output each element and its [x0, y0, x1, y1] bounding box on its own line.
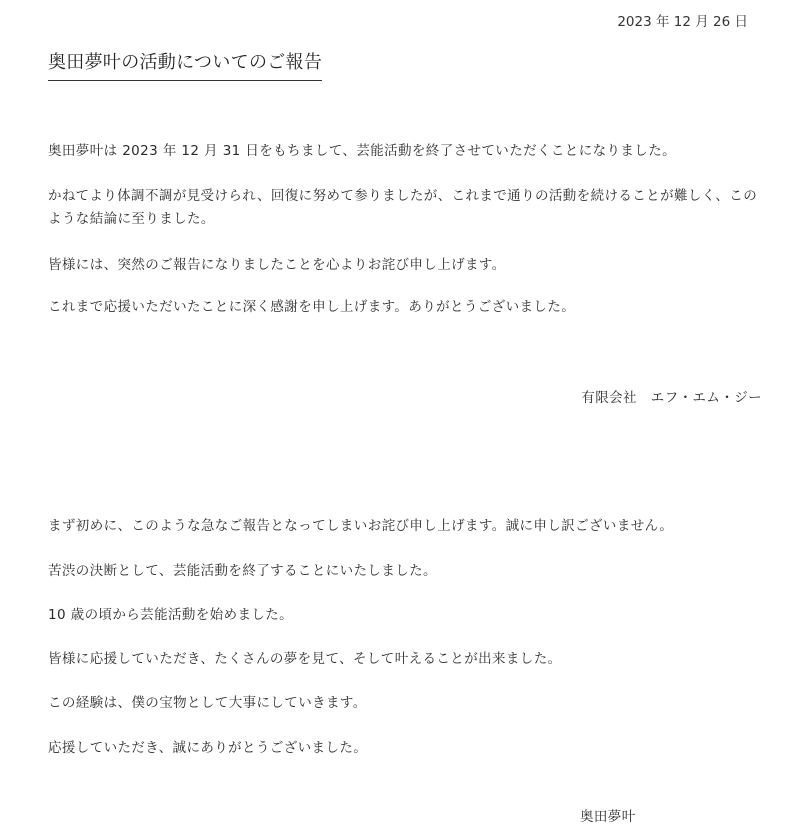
personal-paragraph-2: 苦渋の決断として、芸能活動を終了することにいたしました。 [48, 563, 437, 579]
company-paragraph-2: かねてより体調不調が見受けられ、回復に努めて参りましたが、これまで通りの活動を続けることが難しく、このような結論に至りました。 [48, 188, 758, 227]
personal-signature: 奥田夢叶 [580, 809, 636, 825]
personal-paragraph-3: 10 歳の頃から芸能活動を始めました。 [48, 607, 294, 623]
company-paragraph-1: 奥田夢叶は 2023 年 12 月 31 日をもちまして、芸能活動を終了させていただくことになりました。 [48, 143, 676, 159]
personal-paragraph-5: この経験は、僕の宝物として大事にしていきます。 [48, 695, 367, 711]
personal-paragraph-4: 皆様に応援していただき、たくさんの夢を見て、そして叶えることが出来ました。 [48, 651, 562, 667]
personal-paragraph-6: 応援していただき、誠にありがとうございました。 [48, 740, 368, 756]
company-paragraph-4: これまで応援いただいたことに深く感謝を申し上げます。ありがとうございました。 [48, 299, 576, 315]
personal-paragraph-1: まず初めに、このような急なご報告となってしまいお詫び申し上げます。誠に申し訳ございません。 [48, 518, 674, 534]
company-paragraph-3: 皆様には、突然のご報告になりましたことを心よりお詫び申し上げます。 [48, 257, 506, 273]
announcement-date: 2023 年 12 月 26 日 [617, 14, 748, 30]
page-title: 奥田夢叶の活動についてのご報告 [48, 48, 322, 81]
company-signature: 有限会社 エフ・エム・ジー [581, 390, 762, 406]
